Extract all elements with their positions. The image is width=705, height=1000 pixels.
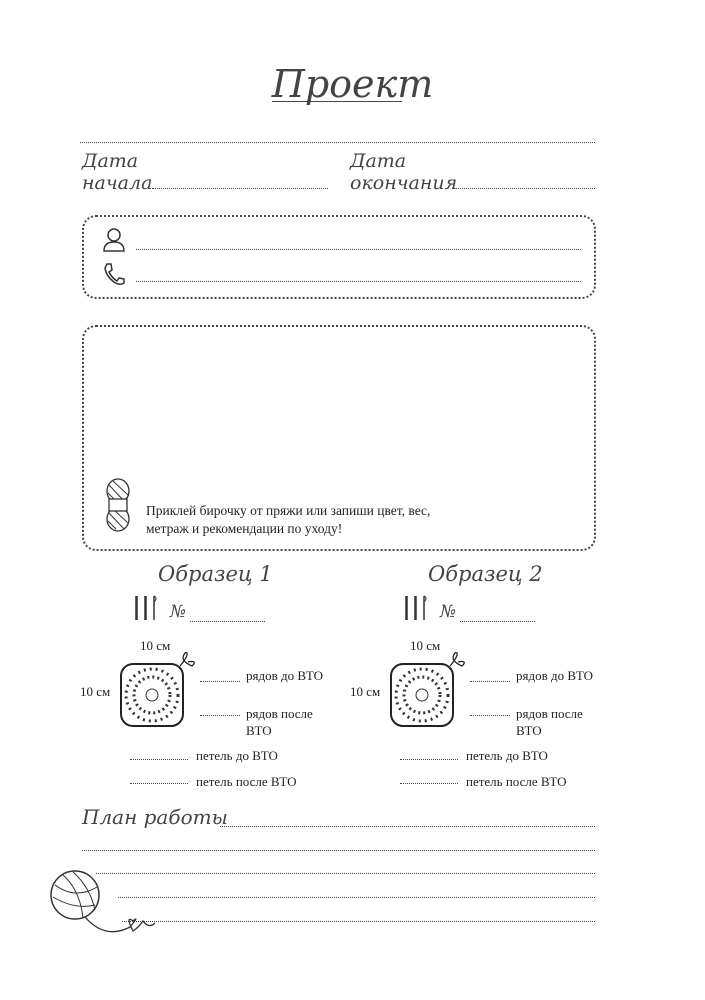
title-underline <box>272 101 402 102</box>
plan-title: План работы <box>82 805 228 829</box>
crochet-hooks-icon <box>402 594 432 622</box>
stitches-after-field[interactable] <box>400 783 458 784</box>
person-icon <box>102 227 126 253</box>
stitches-after-label: петель после ВТО <box>196 774 297 789</box>
sample-title: Образец 1 <box>158 562 273 586</box>
start-date-field[interactable] <box>152 188 328 189</box>
stitches-before-label: петель до ВТО <box>466 748 548 763</box>
stitches-before-field[interactable] <box>400 759 458 760</box>
end-date-label-1: Дата <box>350 150 407 172</box>
phone-field[interactable] <box>136 281 581 282</box>
yarn-label-box[interactable] <box>82 325 596 551</box>
phone-icon <box>102 261 126 287</box>
sample-height: 10 см <box>350 684 381 699</box>
name-field[interactable] <box>136 249 581 250</box>
plan-line[interactable] <box>220 826 595 827</box>
rows-after-label: рядов после ВТО <box>516 706 583 738</box>
page-title: Проект <box>271 62 434 106</box>
needle-number-label: № <box>170 602 187 622</box>
yarn-ball-icon <box>45 865 175 945</box>
stitches-before-label: петель до ВТО <box>196 748 278 763</box>
end-date-label <box>350 150 457 194</box>
needle-number-label: № <box>440 602 457 622</box>
rows-after-field[interactable] <box>200 715 240 716</box>
needle-number-field[interactable] <box>460 621 535 622</box>
sample-title: Образец 2 <box>428 562 543 586</box>
rows-before-field[interactable] <box>200 681 240 682</box>
sample-width: 10 см <box>140 638 171 653</box>
start-date-label-1: Дата <box>82 150 139 172</box>
rows-before-label: рядов до ВТО <box>246 668 324 683</box>
start-date-label-2: начала <box>82 172 153 194</box>
stitches-after-label: петель после ВТО <box>466 774 567 789</box>
swatch-icon <box>388 652 470 732</box>
end-date-label-2: окончания <box>350 172 458 194</box>
sample-2-section <box>270 560 622 800</box>
start-date-label <box>82 150 152 194</box>
divider <box>80 142 595 143</box>
rows-before-label: рядов до ВТО <box>516 668 594 683</box>
stitches-after-field[interactable] <box>130 783 188 784</box>
contact-box <box>82 215 596 299</box>
rows-after-field[interactable] <box>470 715 510 716</box>
rows-after-label: рядов после ВТО <box>246 706 313 738</box>
end-date-field[interactable] <box>452 188 595 189</box>
swatch-icon <box>118 652 200 732</box>
sample-height: 10 см <box>80 684 111 699</box>
sample-width: 10 см <box>410 638 441 653</box>
rows-before-field[interactable] <box>470 681 510 682</box>
crochet-hooks-icon <box>132 594 162 622</box>
plan-line[interactable] <box>122 921 595 922</box>
yarn-note: Приклей бирочку от пряжи или запиши цвет, вес, метраж и рекомендации по уходу! <box>146 503 431 536</box>
needle-number-field[interactable] <box>190 621 265 622</box>
stitches-before-field[interactable] <box>130 759 188 760</box>
yarn-skein-icon <box>104 477 132 533</box>
plan-line[interactable] <box>82 850 595 851</box>
plan-line[interactable] <box>118 897 595 898</box>
